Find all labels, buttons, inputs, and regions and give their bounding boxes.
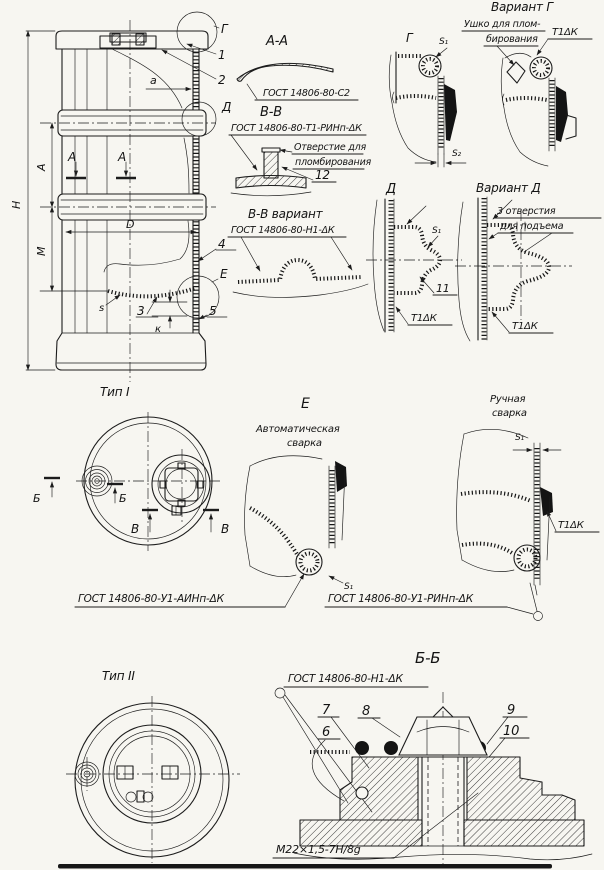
pos-4	[198, 237, 236, 261]
detail-G-callout: Г	[221, 22, 228, 36]
lap-weld-section	[238, 260, 362, 282]
dim-s1-auto-label: S₁	[344, 582, 353, 592]
section-bb2-title: Б-Б	[415, 649, 441, 667]
weld-spec-n1: ГОСТ 14806-80-Н1-ΔК	[231, 225, 335, 236]
seal-lug	[507, 62, 525, 83]
cut-A-right-label: А	[118, 150, 127, 164]
lift-holes-line2: для подъема	[500, 221, 564, 232]
o-ring-left-1	[355, 741, 369, 755]
dim-s1-d	[428, 226, 442, 247]
flange-left	[340, 757, 418, 820]
page-edge-bar	[58, 864, 552, 869]
pos-1-label: 1	[218, 48, 226, 62]
pos-10-label: 10	[503, 724, 520, 739]
pos-8	[358, 704, 400, 737]
lift-holes-line1: 3 отверстия	[497, 206, 556, 217]
weld-bead-auto	[335, 461, 347, 492]
weld-bead	[444, 84, 457, 141]
dim-k	[152, 290, 187, 335]
thread-label: М22×1,5-7Н/8g	[276, 843, 361, 856]
weld-short-variant-d	[492, 312, 553, 333]
seal-lug-note	[462, 19, 545, 65]
detail-g-title: Г	[406, 31, 413, 45]
weld-short-vd-label: Т1ΔК	[512, 321, 538, 332]
cut-B-right-label: Б	[119, 492, 127, 505]
weld-spec-u1-auto	[75, 574, 304, 607]
weld-short-manual	[547, 511, 599, 532]
dim-s1-manual	[513, 433, 561, 450]
lift-holes-note	[489, 206, 601, 252]
weld-bead-manual	[540, 487, 553, 516]
dim-H-label: Н	[10, 200, 23, 209]
detail-D-callout: Д	[222, 100, 232, 114]
pos-11-label: 11	[436, 282, 450, 295]
dim-s1-d-label: S₁	[432, 226, 441, 236]
weld-short-manual-label: Т1ΔК	[558, 520, 584, 531]
pos-5	[199, 304, 227, 319]
manual-weld-line2: сварка	[492, 408, 527, 419]
pos-9-label: 9	[507, 703, 516, 718]
type2-view	[66, 669, 240, 863]
cut-A-left-label: А	[68, 150, 77, 164]
detail-e-title: Е	[301, 396, 310, 412]
lens-section	[237, 63, 333, 81]
pos-7-label: 7	[322, 703, 331, 718]
section-bb-variant-title: В-В вариант	[248, 207, 323, 221]
cut-B-left-label: Б	[33, 492, 41, 505]
cut-V-right-label: В	[221, 522, 230, 536]
section-aa-title: А-А	[266, 34, 288, 49]
pos-12-label: 12	[315, 168, 330, 182]
weld-short-g-label: Т1ΔК	[552, 27, 578, 38]
type1-view	[33, 385, 229, 551]
cut-arrows-AA	[66, 150, 136, 178]
weld-u1-auto-label: ГОСТ 14806-80-У1-АИНп-ΔК	[78, 593, 224, 605]
dim-s1-manual-label: S₁	[515, 433, 524, 443]
dim-D-label: D	[126, 218, 135, 231]
detail-e-auto	[75, 396, 354, 607]
section-bb2	[273, 649, 592, 868]
variant-d	[455, 181, 601, 341]
pos-5-label: 5	[209, 304, 217, 318]
section-bb-variant	[228, 207, 368, 297]
weld-bead-variant	[556, 86, 568, 142]
weld-short-d-label: Т1ΔК	[411, 313, 437, 324]
filling-neck	[152, 455, 210, 515]
main-view-barrel	[10, 12, 236, 382]
o-ring-left-2	[384, 741, 398, 755]
weld-spec-t1: ГОСТ 14806-80-Т1-РИНп-ΔК	[231, 123, 362, 134]
bottom-head-section	[108, 288, 196, 296]
manual-weld-line1: Ручная	[490, 394, 526, 405]
detail-d-title: Д	[386, 182, 396, 197]
pos-2-label: 2	[218, 73, 226, 87]
section-bb	[229, 105, 372, 196]
hoop-profile-variant	[487, 225, 549, 309]
detail-g	[389, 31, 466, 167]
lid-outline	[56, 31, 208, 49]
dim-k-label: к	[155, 324, 161, 335]
pos-10	[489, 724, 529, 757]
cut-V-left-label: В	[131, 522, 140, 536]
seal-lug-note-line2: бирования	[486, 34, 538, 45]
dim-s1-auto	[329, 576, 354, 592]
pos-8-label: 8	[362, 704, 371, 719]
detail-d	[366, 182, 462, 332]
dim-A-label: А	[35, 163, 48, 171]
pos-3-label: 3	[137, 304, 145, 318]
type2-title: Тип II	[102, 669, 135, 683]
dim-M-label: М	[35, 246, 48, 256]
dim-s1-g-label: S₁	[439, 37, 448, 47]
auto-weld-line1: Автоматическая	[256, 424, 340, 435]
type1-title: Тип I	[100, 385, 130, 399]
cut-arrows-B	[33, 478, 126, 505]
weld-u1-manual-label: ГОСТ 14806-80-У1-РИНп-ΔК	[328, 593, 473, 605]
section-aa	[237, 34, 358, 100]
detail-circle-G	[177, 12, 217, 52]
cut-arrows-V	[131, 510, 229, 536]
flange-right	[467, 757, 575, 820]
dim-s-label: s	[99, 303, 105, 314]
seal-boss-drawing	[231, 148, 311, 196]
pos-11	[420, 277, 457, 295]
detail-E-callout: Е	[220, 267, 228, 281]
variant-d-title: Вариант Д	[476, 181, 541, 195]
seal-hole-note-line1: Отверстие для	[294, 142, 367, 153]
drum-head-plate-right	[464, 820, 584, 846]
dim-s2-label: S₂	[452, 149, 461, 159]
variant-g-title: Вариант Г	[491, 0, 553, 14]
pos-6-label: 6	[322, 725, 331, 740]
dim-s1-g	[436, 37, 449, 57]
seal-lug-note-line1: Ушко для плом-	[464, 19, 541, 30]
dim-H	[10, 31, 55, 370]
pos-6	[312, 725, 344, 801]
detail-e-manual	[325, 394, 599, 621]
dim-A	[35, 123, 52, 207]
hex-nut	[399, 717, 487, 755]
pos-4-label: 4	[218, 237, 226, 251]
variant-g	[462, 0, 592, 166]
pos-3	[136, 297, 158, 318]
weld-spec-c2: ГОСТ 14806-80-С2	[263, 88, 350, 99]
weld-spec-u1-manual	[325, 583, 543, 621]
weld-short-d	[396, 307, 452, 325]
seal-hole-note-line2: пломбирования	[295, 157, 372, 168]
auto-weld-line2: сварка	[287, 438, 322, 449]
seal-hole-note	[280, 142, 372, 169]
dim-a-label: а	[150, 74, 157, 87]
section-bb-title: В-В	[260, 105, 282, 120]
dim-s	[99, 295, 120, 314]
weld-n1-bb2-label: ГОСТ 14806-80-Н1-ΔК	[288, 673, 403, 685]
